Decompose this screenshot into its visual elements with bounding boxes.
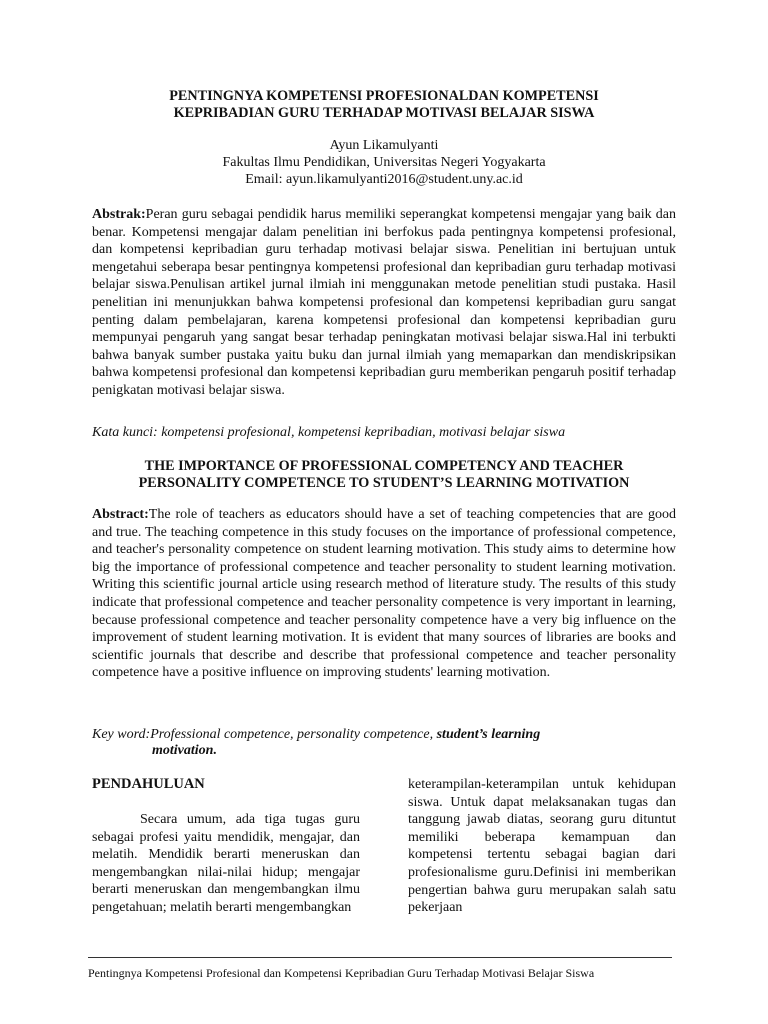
title-id-line-1: PENTINGNYA KOMPETENSI PROFESIONALDAN KOMPETENSI bbox=[169, 88, 599, 104]
keywords-indonesian: Kata kunci: kompetensi profesional, kompetensi kepribadian, motivasi belajar siswa bbox=[92, 425, 566, 440]
abstract-indonesian bbox=[92, 206, 676, 400]
paper-title-indonesian bbox=[92, 88, 676, 122]
keywords-english bbox=[92, 727, 676, 759]
column-right bbox=[408, 776, 676, 917]
column-left-paragraph: Secara umum, ada tiga tugas guru sebagai profesi yaitu mendidik, mengajar, dan melatih. Mendidik berarti meneruskan dan mengembangkan nilai-nilai hidup; mengajar berarti meneruskan dan mengembangkan ilmu pengetahuan; melatih berarti mengembangkan bbox=[92, 812, 360, 915]
running-footer: Pentingnya Kompetensi Profesional dan Kompetensi Kepribadian Guru Terhadap Motivasi Belajar Siswa bbox=[88, 966, 595, 980]
abstract-id-label: Abstrak: bbox=[92, 207, 146, 222]
author-email: Email: ayun.likamulyanti2016@student.uny.ac.id bbox=[245, 172, 523, 187]
keywords-en-label: Key word: bbox=[92, 727, 151, 742]
author-affiliation: Fakultas Ilmu Pendidikan, Universitas Negeri Yogyakarta bbox=[222, 155, 546, 170]
title-id-line-2: KEPRIBADIAN GURU TERHADAP MOTIVASI BELAJAR SISWA bbox=[173, 105, 595, 121]
section-heading-pendahuluan: PENDAHULUAN bbox=[92, 776, 205, 792]
abstract-en-label: Abstract: bbox=[92, 507, 149, 522]
title-en-line-2: PERSONALITY COMPETENCE TO STUDENT’S LEARNING MOTIVATION bbox=[138, 475, 630, 491]
column-right-paragraph: keterampilan-keterampilan untuk kehidupan siswa. Untuk dapat melaksanakan tugas dan tanggung jawab diatas, seorang guru dituntut memiliki beberapa kemampuan dan kompetensi tertentu sebagai bagian dari profesionalisme guru.Definisi ini memberikan pengertian bahwa guru merupakan salah satu pekerjaan bbox=[408, 777, 676, 916]
abstract-id-text: Peran guru sebagai pendidik harus memiliki seperangkat kompetensi mengajar yang baik dan benar. Kompetensi mengajar dalam penelitian ini berfokus pada pentingnya kompetensi profesional, dan kompetensi kepribadian guru terhadap motivasi belajar siswa. Penelitian ini bertujuan untuk mengetahui seberapa besar pentingnya kompetensi profesional dan kepribadian guru terhadap motivasi belajar siswa.Penulisan artikel jurnal ilmiah ini menggunakan metode penelitian studi pustaka. Hasil penelitian ini menunjukkan bahwa kompetensi profesional dan kompetensi kepribadian guru sangat penting dalam pembelajaran, karena kompetensi profesional dan kompetensi kepribadian guru mempunyai pengaruh yang sangat besar terhadap peningkatan motivasi belajar siswa.Hal ini terbukti bahwa banyak sumber pustaka yaitu buku dan jurnal ilmiah yang memaparkan dan mendiskripsikan bahwa kompetensi profesional dan kompetensi kepribadian guru memberikan pengaruh positif terhadap penigkatan motivasi belajar siswa. bbox=[92, 207, 676, 398]
title-en-line-1: THE IMPORTANCE OF PROFESSIONAL COMPETENCY AND TEACHER bbox=[144, 458, 624, 474]
keywords-en-part-2: student’s learning bbox=[436, 727, 541, 742]
column-left bbox=[92, 776, 360, 917]
abstract-en-text: The role of teachers as educators should have a set of teaching competencies that are good and true. The teaching competence in this study focuses on the importance of professional competence, and teacher's personality competence on student learning motivation. This study aims to determine how big the importance of professional competence and teacher personality to student learning motivation. Writing this scientific journal article using research method of literature study. The results of this study indicate that professional competence and teacher personality competence is very important in learning, because professional competence and teacher personality competence have a very big influence on the improvement of student learning motivation. It is evident that many sources of libraries are books and scientific journals that describe and describe that professional competence and teacher personality competence have a positive influence on improving students' learning motivation. bbox=[92, 507, 676, 681]
abstract-english bbox=[92, 506, 676, 682]
keywords-en-part-1: Professional competence, personality competence, bbox=[150, 727, 437, 742]
keywords-en-part-3: motivation. bbox=[152, 743, 217, 758]
author-name: Ayun Likamulyanti bbox=[329, 138, 439, 153]
author-block bbox=[92, 137, 676, 188]
paper-title-english bbox=[92, 458, 676, 492]
footer-divider bbox=[88, 957, 672, 958]
